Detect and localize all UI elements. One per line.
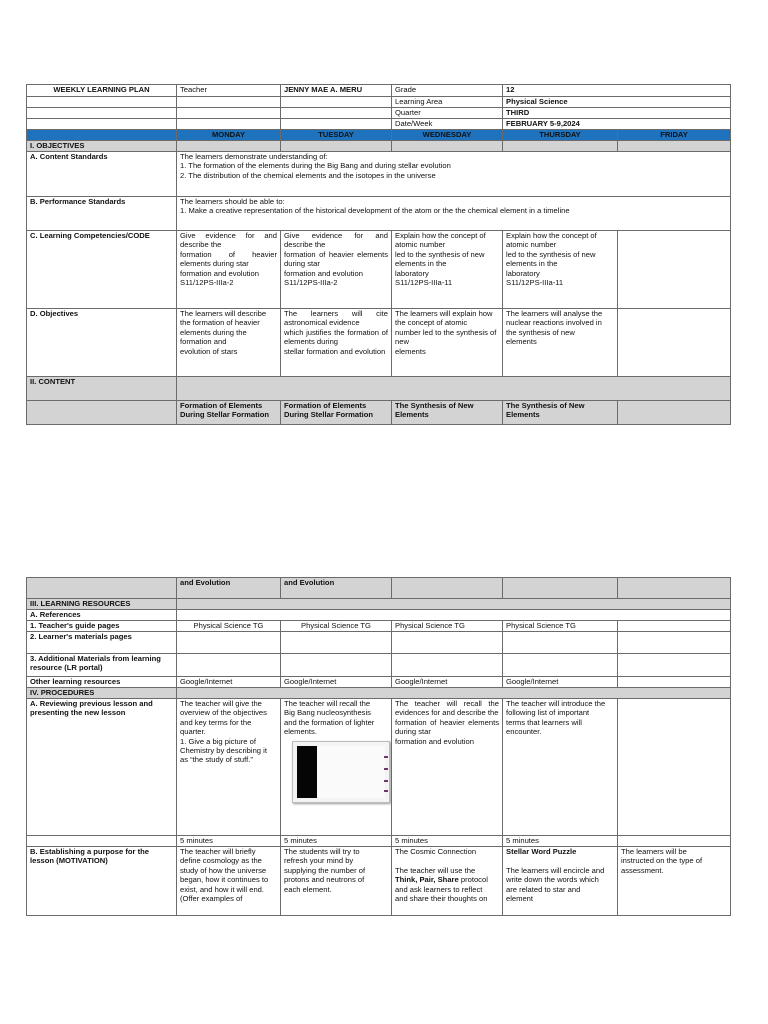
learning-area-value: Physical Science — [503, 97, 731, 108]
empty-cell — [27, 108, 177, 119]
empty-cell — [503, 578, 618, 599]
plan-title: WEEKLY LEARNING PLAN — [27, 85, 177, 97]
competencies-tuesday: Give evidence for and describe the formation of heavier elements during star formation and evolution S11/12PS-IIIa-2 — [281, 231, 392, 309]
procedures-label: IV. PROCEDURES — [27, 688, 177, 699]
objectives-monday: The learners will describe the formation of heavier elements during the formation and evolution of stars — [177, 309, 281, 377]
day-header-tuesday: TUESDAY — [281, 130, 392, 141]
empty-cell — [177, 632, 281, 654]
objectives-label: D. Objectives — [27, 309, 177, 377]
establishing-wednesday: The Cosmic Connection The teacher will use the Think, Pair, Share protocol and ask learners to reflect and share their thoughts on — [392, 847, 503, 916]
empty-cell — [281, 632, 392, 654]
empty-cell — [177, 610, 731, 621]
establishing-thursday: Stellar Word Puzzle The learners will encircle and write down the words which are related to star and element — [503, 847, 618, 916]
teachers-guide-monday: Physical Science TG — [177, 621, 281, 632]
objectives-section-label: I. OBJECTIVES — [27, 141, 177, 152]
reviewing-wednesday: The teacher will recall the evidences for and describe the formation of heavier elements during star formation and evolution — [392, 699, 503, 836]
empty-cell — [618, 677, 731, 688]
objectives-thursday: The learners will analyse the nuclear reactions involved in the synthesis of new elements — [503, 309, 618, 377]
competencies-friday — [618, 231, 731, 309]
learning-resources-label: III. LEARNING RESOURCES — [27, 599, 177, 610]
teachers-guide-wednesday: Physical Science TG — [392, 621, 503, 632]
performance-standards-label: B. Performance Standards — [27, 197, 177, 231]
empty-cell — [281, 654, 392, 677]
teachers-guide-label: 1. Teacher's guide pages — [27, 621, 177, 632]
empty-cell — [503, 632, 618, 654]
competencies-wednesday: Explain how the concept of atomic number led to the synthesis of new elements in the laboratory S11/12PS-IIIa-11 — [392, 231, 503, 309]
empty-cell — [177, 654, 281, 677]
learners-materials-label: 2. Learner's materials pages — [27, 632, 177, 654]
empty-cell — [392, 141, 503, 152]
other-resources-tuesday: Google/Internet — [281, 677, 392, 688]
grade-label: Grade — [392, 85, 503, 97]
establishing-monday: The teacher will briefly define cosmology as the study of how the universe began, how it continues to exist, and how it will end. (Offer examples of — [177, 847, 281, 916]
establishing-label: B. Establishing a purpose for the lesson (MOTIVATION) — [27, 847, 177, 916]
other-resources-monday: Google/Internet — [177, 677, 281, 688]
weekly-learning-plan-table-2 — [26, 577, 731, 916]
empty-cell — [618, 141, 731, 152]
reviewing-monday: The teacher will give the overview of the objectives and key terms for the quarter. 1. Give a big picture of Chemistry by describing it as “the study of stuff.” — [177, 699, 281, 836]
empty-cell — [618, 836, 731, 847]
reviewing-thursday: The teacher will introduce the following list of important terms that learners will encounter. — [503, 699, 618, 836]
day-header-thursday: THURSDAY — [503, 130, 618, 141]
empty-cell — [618, 654, 731, 677]
references-label: A. References — [27, 610, 177, 621]
empty-cell — [177, 108, 281, 119]
empty-cell — [177, 141, 281, 152]
continued-monday: and Evolution — [177, 578, 281, 599]
objectives-tuesday: The learners will cite astronomical evidence which justifies the formation of elements during stellar formation and evolution — [281, 309, 392, 377]
content-wednesday: The Synthesis of New Elements — [392, 401, 503, 425]
day-header-friday: FRIDAY — [618, 130, 731, 141]
day-header-blank — [27, 130, 177, 141]
teachers-guide-tuesday: Physical Science TG — [281, 621, 392, 632]
objectives-wednesday: The learners will explain how the concept of atomic number led to the synthesis of new elements — [392, 309, 503, 377]
other-resources-wednesday: Google/Internet — [392, 677, 503, 688]
content-standards-text: The learners demonstrate understanding of: 1. The formation of the elements during the Big Bang and during stellar evolution 2. The distribution of the chemical elements and the isotopes in the universe — [177, 152, 731, 197]
establishing-tuesday: The students will try to refresh your mind by supplying the number of protons and neutrons of each element. — [281, 847, 392, 916]
empty-cell — [503, 654, 618, 677]
establishing-friday: The learners will be instructed on the type of assessment. — [618, 847, 731, 916]
day-header-monday: MONDAY — [177, 130, 281, 141]
reviewing-label: A. Reviewing previous lesson and presenting the new lesson — [27, 699, 177, 836]
teachers-guide-thursday: Physical Science TG — [503, 621, 618, 632]
empty-cell — [281, 141, 392, 152]
competencies-label: C. Learning Competencies/CODE — [27, 231, 177, 309]
competencies-thursday: Explain how the concept of atomic number led to the synthesis of new elements in the laboratory S11/12PS-IIIa-11 — [503, 231, 618, 309]
time-monday: 5 minutes — [177, 836, 281, 847]
learning-area-label: Learning Area — [392, 97, 503, 108]
empty-cell — [618, 632, 731, 654]
empty-cell — [618, 578, 731, 599]
empty-cell — [177, 599, 731, 610]
date-week-value: FEBRUARY 5-9,2024 — [503, 119, 731, 130]
content-monday: Formation of Elements During Stellar Formation — [177, 401, 281, 425]
time-thursday: 5 minutes — [503, 836, 618, 847]
nucleosynthesis-image — [292, 741, 390, 803]
empty-cell — [618, 621, 731, 632]
weekly-learning-plan-table-1 — [26, 84, 731, 425]
reviewing-friday — [618, 699, 731, 836]
additional-materials-label: 3. Additional Materials from learning resource (LR portal) — [27, 654, 177, 677]
quarter-label: Quarter — [392, 108, 503, 119]
quarter-value: THIRD — [503, 108, 731, 119]
grade-value: 12 — [503, 85, 731, 97]
empty-cell — [27, 119, 177, 130]
empty-cell — [281, 97, 392, 108]
other-resources-thursday: Google/Internet — [503, 677, 618, 688]
teacher-label: Teacher — [177, 85, 281, 97]
date-week-label: Date/Week — [392, 119, 503, 130]
empty-cell — [392, 578, 503, 599]
content-thursday: The Synthesis of New Elements — [503, 401, 618, 425]
time-wednesday: 5 minutes — [392, 836, 503, 847]
empty-cell — [27, 401, 177, 425]
competencies-monday: Give evidence for and describe the formation of heavier elements during star formation and evolution S11/12PS-IIIa-2 — [177, 231, 281, 309]
empty-cell — [177, 688, 731, 699]
empty-cell — [281, 108, 392, 119]
other-resources-label: Other learning resources — [27, 677, 177, 688]
teacher-name: JENNY MAE A. MERU — [281, 85, 392, 97]
objectives-friday — [618, 309, 731, 377]
empty-cell — [177, 97, 281, 108]
content-section-label: II. CONTENT — [27, 377, 177, 401]
empty-cell — [392, 632, 503, 654]
performance-standards-text: The learners should be able to: 1. Make a creative representation of the historical development of the atom or the the chemical element in a timeline — [177, 197, 731, 231]
empty-cell — [27, 836, 177, 847]
empty-cell — [27, 578, 177, 599]
time-tuesday: 5 minutes — [281, 836, 392, 847]
empty-cell — [177, 377, 731, 401]
content-tuesday: Formation of Elements During Stellar Formation — [281, 401, 392, 425]
day-header-wednesday: WEDNESDAY — [392, 130, 503, 141]
content-standards-label: A. Content Standards — [27, 152, 177, 197]
reviewing-tuesday: The teacher will recall the Big Bang nucleosynthesis and the formation of lighter elements. — [281, 699, 392, 836]
empty-cell — [281, 119, 392, 130]
empty-cell — [177, 119, 281, 130]
continued-tuesday: and Evolution — [281, 578, 392, 599]
empty-cell — [618, 401, 731, 425]
empty-cell — [27, 97, 177, 108]
empty-cell — [503, 141, 618, 152]
empty-cell — [392, 654, 503, 677]
